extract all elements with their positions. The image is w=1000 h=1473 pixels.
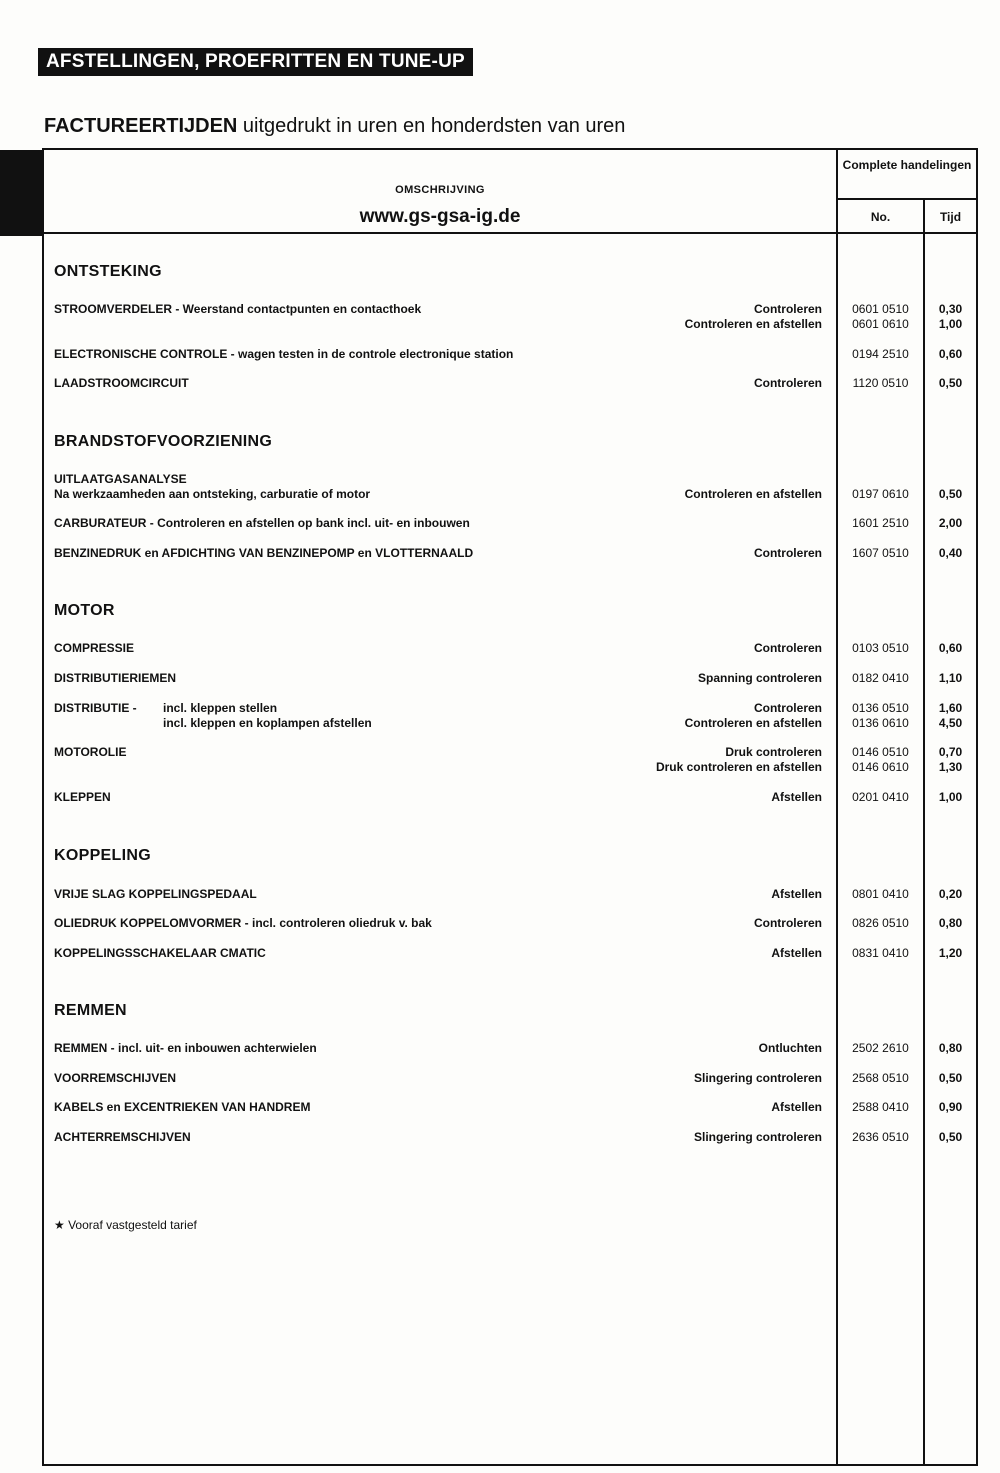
time-line: 0,50 [938,1130,963,1144]
description-line: CARBURATEUR - Controleren en afstellen op bank incl. uit- en inbouwen [54,516,470,530]
row-time [925,1041,976,1056]
number-line: 0146 0510 [852,745,909,759]
row-time [925,376,976,391]
time-line: 1,60 [938,701,963,715]
description-line: KLEPPEN [54,790,111,804]
row-description [54,302,654,332]
section-title: MOTOR [54,602,115,619]
time-line: 0,60 [938,641,963,655]
row-number [838,887,923,902]
description-line: DISTRIBUTIERIEMEN [54,671,177,685]
action-line: Afstellen [771,887,822,901]
row-number [838,516,923,531]
action-line: Controleren [753,302,822,316]
time-line: 1,00 [938,790,963,804]
number-line: 0601 0610 [852,317,909,331]
header-divider [44,232,976,234]
time-line: 0,50 [938,487,963,501]
time-line: 2,00 [938,516,963,530]
description-sub: incl. kleppen en koplampen afstellen [163,716,372,730]
row-action [771,887,822,902]
description-line: KABELS en EXCENTRIEKEN VAN HANDREM [54,1100,311,1114]
row-number [838,472,923,502]
row-number [838,916,923,931]
action-line: Ontluchten [758,1041,822,1055]
action-line [685,472,822,487]
header-no: No. [870,210,891,224]
row-time [925,1071,976,1086]
row-number [838,671,923,686]
time-line: 0,20 [938,887,963,901]
number-line: 1601 2510 [852,516,909,530]
row-action [754,546,822,561]
time-line: 0,80 [938,916,963,930]
time-line: 1,00 [938,317,963,331]
number-line: 0136 0610 [852,716,909,730]
row-number [838,302,923,332]
footnote: ★ Vooraf vastgesteld tarief [54,1218,197,1232]
row-action [759,1041,822,1056]
number-line: 2568 0510 [852,1071,909,1085]
row-number [838,641,923,656]
row-time [925,671,976,686]
row-time [925,887,976,902]
row-time [925,472,976,502]
row-time [925,790,976,805]
description-line: VRIJE SLAG KOPPELINGSPEDAAL [54,887,257,901]
action-line: Controleren [753,916,822,930]
description-line: OLIEDRUK KOPPELOMVORMER - incl. controleren oliedruk v. bak [54,916,432,930]
row-number [838,1130,923,1145]
row-time [925,916,976,931]
row-action [685,302,822,332]
row-action [685,701,822,731]
number-line: 0194 2510 [852,347,909,361]
action-line: Controleren [753,641,822,655]
rates-table [42,148,978,1466]
row-number [838,1071,923,1086]
action-line: Afstellen [771,1100,822,1114]
row-description [54,701,654,731]
row-number [838,546,923,561]
action-line: Controleren [753,546,822,560]
header-complete: Complete handelingen [842,158,972,172]
row-description [54,641,654,656]
time-line: 0,70 [938,745,963,759]
description-line: COMPRESSIE [54,641,135,655]
time-line: 1,30 [938,760,963,774]
action-line: Controleren en afstellen [684,317,822,331]
number-line: 2636 0510 [852,1130,909,1144]
description-line: STROOMVERDELER - Weerstand contactpunten en contacthoek [54,302,422,316]
row-number [838,1100,923,1115]
subtitle-rest: uitgedrukt in uren en honderdsten van uren [237,115,626,137]
action-line: Druk controleren [725,745,822,759]
number-line [838,472,923,487]
header-omschrijving: OMSCHRIJVING [395,184,485,196]
header-url: www.gs-gsa-ig.de [359,206,521,227]
description-line: VOORREMSCHIJVEN [54,1071,177,1085]
row-action [694,1071,822,1086]
description-line [54,716,654,731]
description-line: LAADSTROOMCIRCUIT [54,376,189,390]
row-action [685,472,822,502]
row-time [925,641,976,656]
row-description [54,376,654,391]
row-action [771,946,822,961]
description-line: UITLAATGASANALYSE [54,472,187,486]
row-time [925,745,976,775]
header-subdivider [836,198,976,200]
row-time [925,516,976,531]
time-line: 0,80 [938,1041,963,1055]
number-line: 0182 0410 [852,671,909,685]
row-description [54,546,654,561]
time-line: 0,90 [938,1100,963,1114]
action-line: Afstellen [771,946,822,960]
number-line: 0831 0410 [852,946,909,960]
action-line: Afstellen [771,790,822,804]
row-description [54,1130,654,1145]
row-description [54,472,654,502]
section-title: BRANDSTOFVOORZIENING [54,433,273,450]
description-line: KOPPELINGSSCHAKELAAR CMATIC [54,946,266,960]
number-line: 2588 0410 [852,1100,909,1114]
number-line: 0201 0410 [852,790,909,804]
row-action [771,1100,822,1115]
row-action [698,671,822,686]
row-description [54,745,654,775]
row-time [925,347,976,362]
row-description [54,1071,654,1086]
row-description [54,790,654,805]
description-line [54,317,654,332]
row-description [54,671,654,686]
row-description [54,347,654,362]
row-time [925,302,976,332]
row-number [838,376,923,391]
row-action [754,916,822,931]
description-label: DISTRIBUTIE - [54,701,137,715]
time-line: 1,10 [938,671,963,685]
row-number [838,1041,923,1056]
number-line: 0136 0510 [852,701,909,715]
row-action [754,376,822,391]
action-line: Controleren en afstellen [684,716,822,730]
row-description [54,887,654,902]
description-line [54,701,654,716]
number-line: 0801 0410 [852,887,909,901]
action-line: Controleren [753,376,822,390]
row-action [754,641,822,656]
action-line: Slingering controleren [693,1071,822,1085]
description-line: Na werkzaamheden aan ontsteking, carburatie of motor [54,487,371,501]
row-time [925,946,976,961]
row-number [838,745,923,775]
row-time [925,701,976,731]
time-line: 0,40 [938,546,963,560]
row-number [838,790,923,805]
row-action [771,790,822,805]
action-line: Slingering controleren [693,1130,822,1144]
number-line: 0197 0610 [852,487,909,501]
number-line: 0826 0510 [852,916,909,930]
description-sub: incl. kleppen stellen [163,701,278,715]
section-title: ONTSTEKING [54,263,162,280]
time-line: 0,60 [938,347,963,361]
row-time [925,546,976,561]
number-line: 0103 0510 [852,641,909,655]
action-line: Druk controleren en afstellen [655,760,822,774]
description-line: ACHTERREMSCHIJVEN [54,1130,191,1144]
header-tijd: Tijd [939,210,962,224]
number-line: 0601 0510 [852,302,909,316]
row-number [838,701,923,731]
time-line [925,472,976,487]
row-number [838,946,923,961]
edge-tab [0,150,44,236]
number-line: 0146 0610 [852,760,909,774]
row-description [54,946,654,961]
description-line: ELECTRONISCHE CONTROLE - wagen testen in de controle electronique station [54,347,514,361]
section-title: KOPPELING [54,847,151,864]
row-description [54,1041,654,1056]
row-description [54,916,654,931]
row-time [925,1100,976,1115]
description-line: MOTOROLIE [54,745,127,759]
number-line: 2502 2610 [852,1041,909,1055]
time-line: 0,50 [938,376,963,390]
row-number [838,347,923,362]
time-line: 4,50 [938,716,963,730]
description-line [54,760,654,775]
row-description [54,1100,654,1115]
time-line: 1,20 [938,946,963,960]
row-description [54,516,654,531]
time-line: 0,30 [938,302,963,316]
row-time [925,1130,976,1145]
action-line: Spanning controleren [697,671,822,685]
page-banner: AFSTELLINGEN, PROEFRITTEN EN TUNE-UP [38,48,473,76]
page-subtitle [44,115,625,138]
row-action [656,745,822,775]
time-line: 0,50 [938,1071,963,1085]
section-title: REMMEN [54,1002,127,1019]
action-line: Controleren en afstellen [684,487,822,501]
number-line: 1120 0510 [852,376,909,390]
subtitle-bold: FACTUREERTIJDEN [44,115,238,137]
number-line: 1607 0510 [852,546,909,560]
action-line: Controleren [753,701,822,715]
row-action [694,1130,822,1145]
description-line: REMMEN - incl. uit- en inbouwen achterwielen [54,1041,317,1055]
description-line: BENZINEDRUK en AFDICHTING VAN BENZINEPOMP en VLOTTERNAALD [54,546,474,560]
